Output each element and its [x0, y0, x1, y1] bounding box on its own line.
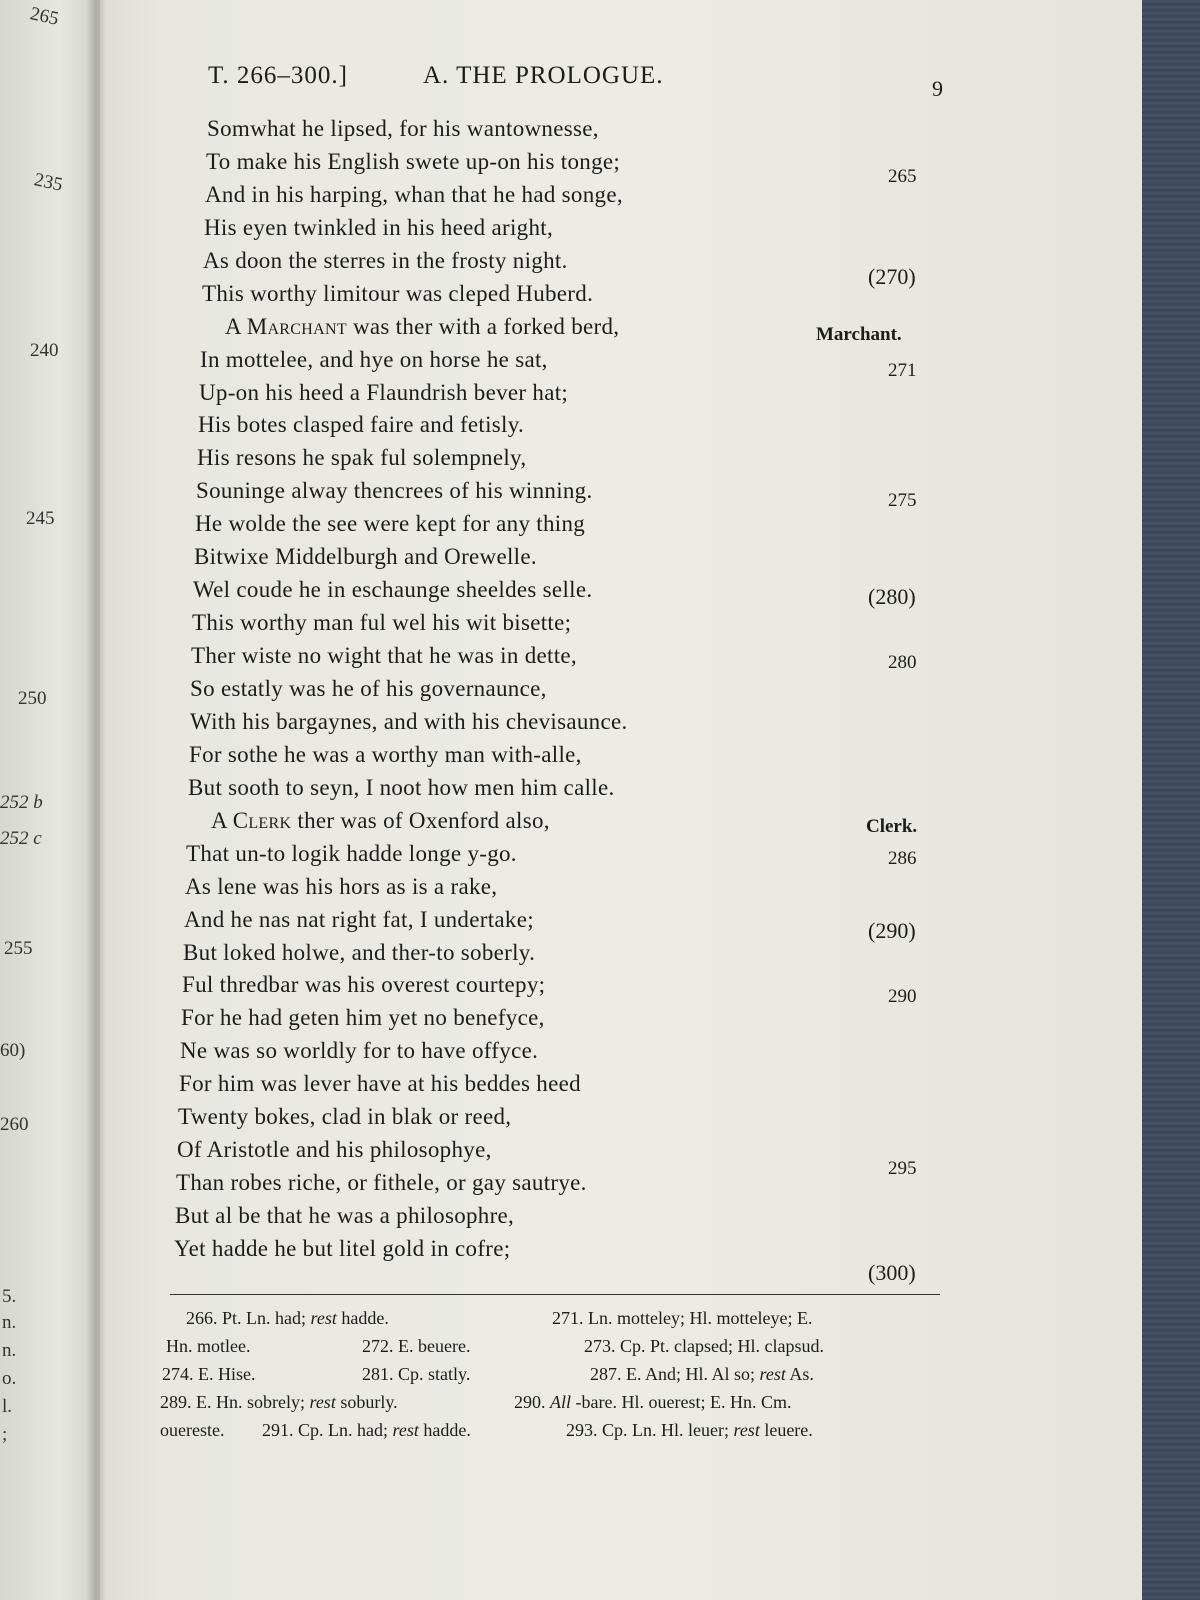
footnote: 272. E. beuere. — [362, 1336, 471, 1356]
footnote: Hn. motlee. — [166, 1336, 251, 1356]
line-number: 280 — [888, 652, 917, 673]
poem-line: Ne was so worldly for to have offyce. — [180, 1038, 539, 1063]
facing-footnote-fragment: n. — [2, 1340, 17, 1361]
poem-line: But loked holwe, and ther-to soberly. — [183, 940, 536, 965]
facing-line-number: 255 — [4, 938, 33, 959]
poem-line: Than robes riche, or fithele, or gay sautrye. — [176, 1170, 587, 1195]
poem-line: Souninge alway thencrees of his winning. — [196, 478, 593, 503]
poem-line: A Marchant was ther with a forked berd, — [225, 314, 620, 339]
facing-footnote-fragment: o. — [2, 1368, 17, 1389]
poem-line: Somwhat he lipsed, for his wantownesse, — [207, 116, 599, 141]
line-number: 286 — [888, 848, 917, 869]
poem-line: And in his harping, whan that he had songe, — [205, 182, 623, 207]
poem-line: As lene was his hors as is a rake, — [185, 874, 498, 899]
poem-line: In mottelee, and hye on horse he sat, — [200, 347, 548, 372]
line-number: 295 — [888, 1158, 917, 1179]
line-number: (300) — [868, 1260, 916, 1285]
poem-line: For him was lever have at his beddes heed — [179, 1071, 581, 1096]
poem-line: And he nas nat right fat, I undertake; — [184, 907, 534, 932]
running-header — [208, 62, 944, 101]
footnote: 274. E. Hise. — [162, 1364, 256, 1384]
poem-line: Up-on his heed a Flaundrish bever hat; — [199, 380, 569, 405]
poem-line: Of Aristotle and his philosophye, — [177, 1137, 492, 1162]
footnote: 290. All -bare. Hl. ouerest; E. Hn. Cm. — [514, 1392, 792, 1412]
poem-line: With his bargaynes, and with his chevisaunce. — [190, 709, 628, 734]
side-note-marchant: Marchant. — [816, 324, 902, 345]
poem-line: Yet hadde he but litel gold in cofre; — [174, 1236, 511, 1261]
page-title: A. THE PROLOGUE. — [423, 62, 664, 89]
facing-line-number: 260 — [0, 1114, 29, 1135]
poem-line: His eyen twinkled in his heed aright, — [204, 215, 554, 240]
facing-line-number: 245 — [26, 508, 55, 529]
footnote: 293. Cp. Ln. Hl. leuer; rest leuere. — [566, 1420, 813, 1440]
facing-page-edge — [0, 0, 100, 1600]
poem-line: Wel coude he in eschaunge sheeldes selle. — [193, 577, 593, 602]
poem-line: Ful thredbar was his overest courtepy; — [182, 972, 546, 997]
facing-line-number: 250 — [18, 688, 47, 709]
facing-line-number: 265 — [28, 3, 61, 30]
poem-line: As doon the sterres in the frosty night. — [203, 248, 568, 273]
facing-line-number: 235 — [32, 169, 65, 196]
poem-line: This worthy limitour was cleped Huberd. — [202, 281, 594, 306]
page-number: 9 — [932, 76, 944, 101]
line-number: 275 — [888, 490, 917, 511]
poem-line: That un-to logik hadde longe y-go. — [186, 841, 517, 866]
line-number: 265 — [888, 166, 917, 187]
footnote: 291. Cp. Ln. had; rest hadde. — [262, 1420, 471, 1440]
poem-line: His resons he spak ful solempnely, — [197, 445, 527, 470]
facing-footnote-fragment: l. — [2, 1396, 13, 1417]
poem-line: Bitwixe Middelburgh and Orewelle. — [194, 544, 537, 569]
poem-line: For sothe he was a worthy man with-alle, — [189, 742, 582, 767]
side-note-clerk: Clerk. — [866, 816, 918, 837]
footnote: 287. E. And; Hl. Al so; rest As. — [590, 1364, 814, 1384]
footnote-divider — [170, 1294, 940, 1295]
footnote: 271. Ln. motteley; Hl. motteleye; E. — [552, 1308, 813, 1328]
line-number: 271 — [888, 360, 917, 381]
footnote: 289. E. Hn. sobrely; rest soburly. — [160, 1392, 398, 1412]
facing-line-number: 252 b — [0, 792, 43, 813]
footnote: ouereste. — [160, 1420, 225, 1440]
line-number: (290) — [868, 918, 916, 943]
poem-line: But al be that he was a philosophre, — [175, 1203, 515, 1228]
poem-line: But sooth to seyn, I noot how men him calle. — [188, 775, 615, 800]
poem-line: He wolde the see were kept for any thing — [195, 511, 586, 536]
book-cover-edge — [1142, 0, 1200, 1600]
line-number: (280) — [868, 584, 916, 609]
line-range-reference: T. 266–300.] — [208, 62, 348, 89]
poem-line: To make his English swete up-on his tonge; — [206, 149, 621, 174]
facing-footnote-fragment: 5. — [2, 1286, 17, 1307]
facing-line-number: 60) — [0, 1040, 26, 1061]
line-number: (270) — [868, 264, 916, 289]
poem-line: Twenty bokes, clad in blak or reed, — [178, 1104, 512, 1129]
facing-line-number: 252 c — [0, 828, 42, 849]
facing-line-number: 240 — [30, 340, 59, 361]
poem-line: This worthy man ful wel his wit bisette; — [192, 610, 572, 635]
page-gutter — [86, 0, 106, 1600]
footnote: 281. Cp. statly. — [362, 1364, 471, 1384]
footnote: 273. Cp. Pt. clapsed; Hl. clapsud. — [584, 1336, 824, 1356]
poem-line: For he had geten him yet no benefyce, — [181, 1005, 545, 1030]
poem-line: His botes clasped faire and fetisly. — [198, 412, 525, 437]
poem-line: A Clerk ther was of Oxenford also, — [211, 808, 550, 833]
poem-line: So estatly was he of his governaunce, — [190, 676, 547, 701]
facing-footnote-fragment: n. — [2, 1312, 17, 1333]
facing-footnote-fragment: ; — [2, 1424, 8, 1445]
line-number: 290 — [888, 986, 917, 1007]
poem-line: Ther wiste no wight that he was in dette, — [191, 643, 577, 668]
footnote: 266. Pt. Ln. had; rest hadde. — [186, 1308, 389, 1328]
